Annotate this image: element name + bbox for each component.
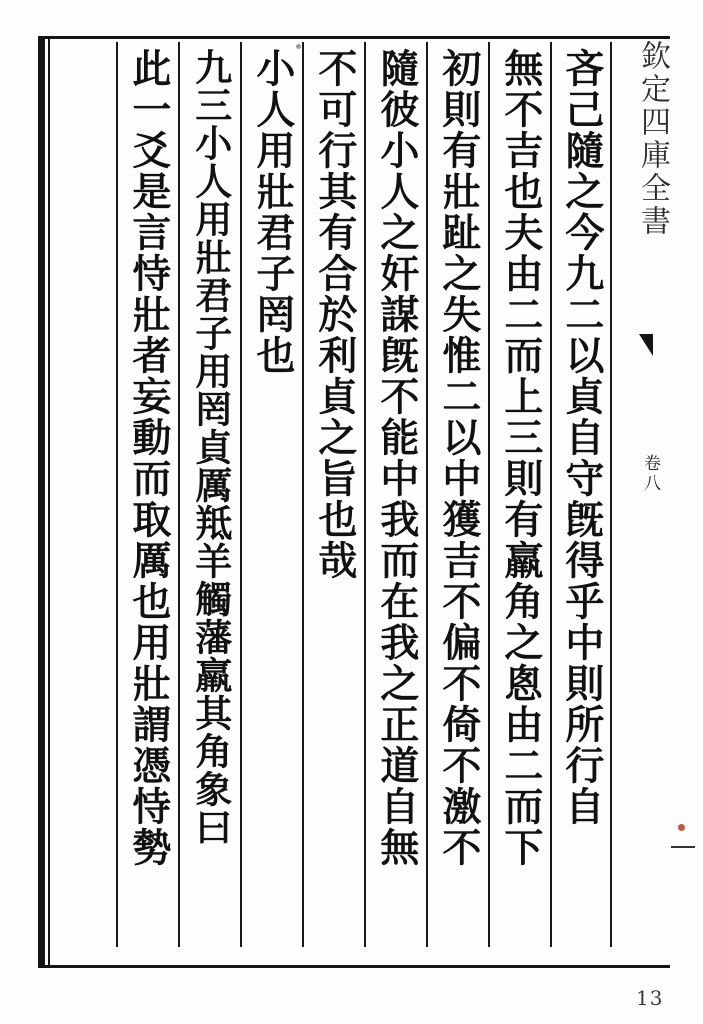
text-column bbox=[240, 42, 302, 947]
folio-number: 13 bbox=[636, 986, 664, 1010]
column-text: 此一爻是言恃壯者妄動而取厲也用壯謂憑恃勢 bbox=[125, 48, 172, 868]
column-text: 初則有壯趾之失惟二以中獲吉不偏不倚不激不 bbox=[435, 48, 482, 868]
volume-label: 卷八 bbox=[640, 454, 660, 494]
column-text: 無不吉也夫由二而上三則有羸角之悤由二而下 bbox=[497, 48, 544, 868]
column-text: 九三小人用壯君子用罔貞厲羝羊觸藩羸其角象曰 bbox=[188, 48, 233, 846]
margin-dash-mark bbox=[671, 846, 695, 848]
column-text: 隨彼小人之奸謀旣不能中我而在我之正道自無 bbox=[373, 48, 420, 868]
text-column bbox=[364, 42, 426, 947]
text-column bbox=[550, 42, 612, 947]
red-ink-dot bbox=[678, 824, 685, 831]
text-column bbox=[426, 42, 488, 947]
right-margin bbox=[607, 34, 697, 974]
text-columns bbox=[52, 42, 612, 962]
text-column bbox=[302, 42, 364, 947]
column-text: 吝己隨之今九二以貞自守旣得乎中則所行自 bbox=[558, 48, 605, 827]
ink-wedge-mark bbox=[639, 334, 653, 356]
column-text: 小人用壯君子罔也 bbox=[249, 48, 296, 376]
text-column bbox=[488, 42, 550, 947]
text-column bbox=[116, 42, 178, 947]
column-text: 不可行其有合於利貞之旨也哉 bbox=[311, 48, 358, 581]
series-title: 欽定四庫全書 bbox=[635, 40, 670, 238]
text-column bbox=[178, 42, 240, 947]
